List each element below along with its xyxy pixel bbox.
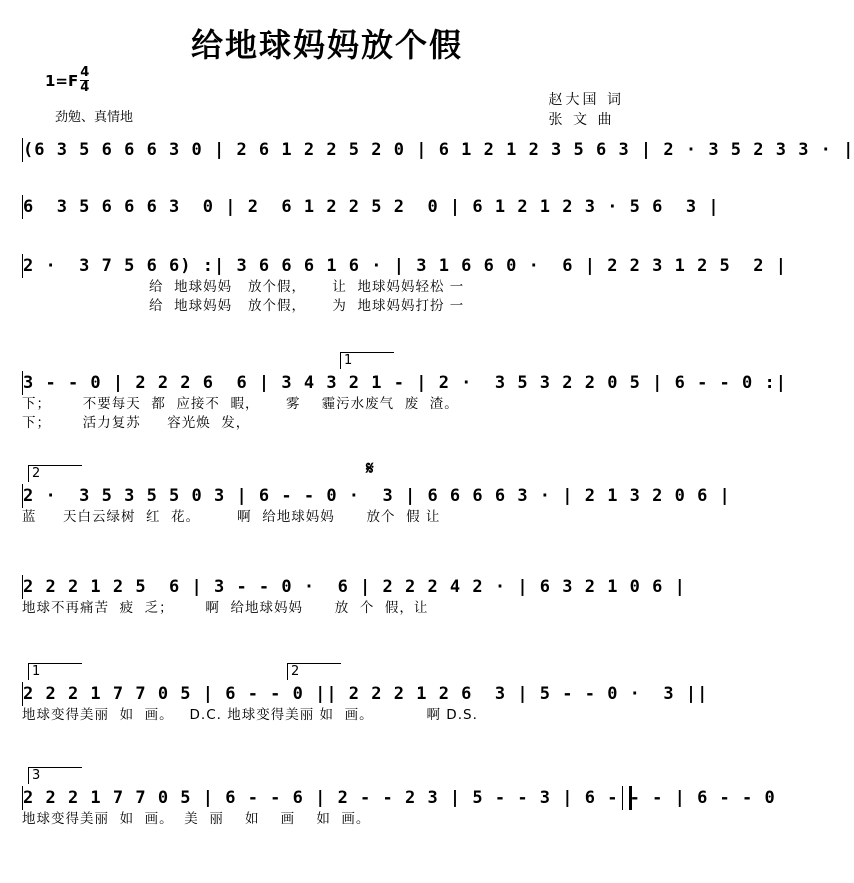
staff-row-6: [22, 575, 686, 618]
time-numerator: 4: [80, 65, 90, 80]
notation-line: 2 2 2 1 7 7 0 5 | 6 - - 0 || 2 2 2 1 2 6 3 | 5 - - 0 · 3 ||: [23, 684, 709, 704]
final-barline: [622, 786, 632, 810]
key-label: 1=F: [45, 71, 79, 90]
notation-line: (6 3 5 6 6 6 3 0 | 2 6 1 2 2 5 2 0 | 6 1 2 1 2 3 5 6 3 | 2 · 3 5 2 3 3 · |: [23, 140, 854, 160]
lyric-line-1: 蓝 天白云绿树 红 花。 啊 给地球妈妈 放个 假 让: [22, 509, 441, 525]
lyric-line-1: 下； 不要每天 都 应接不 暇， 雾 霾污水废气 废 渣。: [22, 396, 459, 412]
lyric-line-1: 地球不再痛苦 疲 乏； 啊 给地球妈妈 放 个 假，让: [22, 600, 429, 616]
key-signature: [45, 66, 89, 95]
lyric-line-1: 给 地球妈妈 放个假， 让 地球妈妈轻松 一: [22, 279, 465, 295]
notation-line: 3 - - 0 | 2 2 2 6 6 | 3 4 3 2 1 - | 2 · 3 5 3 2 2 0 5 | 6 - - 0 :|: [23, 373, 787, 393]
composer: 张 文 曲: [548, 112, 615, 128]
volta-bracket: 1: [28, 663, 82, 680]
notation-line: 2 · 3 7 5 6 6) :| 3 6 6 6 1 6 · | 3 1 6 6 0 · 6 | 2 2 3 1 2 5 2 |: [23, 256, 787, 276]
time-signature: [80, 66, 89, 95]
time-denominator: 4: [80, 80, 90, 95]
lyric-line-2: 下； 活力复苏 容光焕 发，: [22, 415, 251, 431]
staff-row-3: [22, 254, 787, 316]
lyric-line-1: 地球变得美丽 如 画。 D.C. 地球变得美丽 如 画。 啊 D.S.: [22, 707, 478, 723]
notation-line: 6 3 5 6 6 6 3 0 | 2 6 1 2 2 5 2 0 | 6 1 2 1 2 3 · 5 6 3 |: [23, 197, 720, 217]
staff-row-4: [22, 371, 787, 433]
staff-row-7: [22, 682, 709, 725]
staff-row-1: [22, 138, 854, 162]
volta-bracket: 3: [28, 767, 82, 784]
tempo-marking: 劲勉、真情地: [55, 110, 134, 125]
lyric-line-2: 给 地球妈妈 放个假， 为 地球妈妈打扮 一: [22, 298, 465, 314]
volta-bracket: 2: [287, 663, 341, 680]
lyricist: 赵大国 词: [548, 92, 624, 108]
staff-row-5: [22, 484, 731, 527]
song-title: 给地球妈妈放个假: [190, 26, 463, 64]
segno-sign: 𝄋: [366, 458, 374, 479]
credits: [549, 90, 624, 130]
volta-bracket: 2: [28, 465, 82, 482]
notation-line: 2 2 2 1 7 7 0 5 | 6 - - 6 | 2 - - 2 3 | 5 - - 3 | 6 - - - | 6 - - 0: [23, 788, 787, 808]
notation-line: 2 2 2 1 2 5 6 | 3 - - 0 · 6 | 2 2 2 4 2 · | 6 3 2 1 0 6 |: [23, 577, 686, 597]
staff-row-8: [22, 786, 787, 829]
staff-row-2: [22, 195, 720, 219]
volta-bracket: 1: [340, 352, 394, 369]
lyric-line-1: 地球变得美丽 如 画。 美 丽 如 画 如 画。: [22, 811, 371, 827]
notation-line: 2 · 3 5 3 5 5 0 3 | 6 - - 0 · 3 | 6 6 6 6 3 · | 2 1 3 2 0 6 |: [23, 486, 731, 506]
